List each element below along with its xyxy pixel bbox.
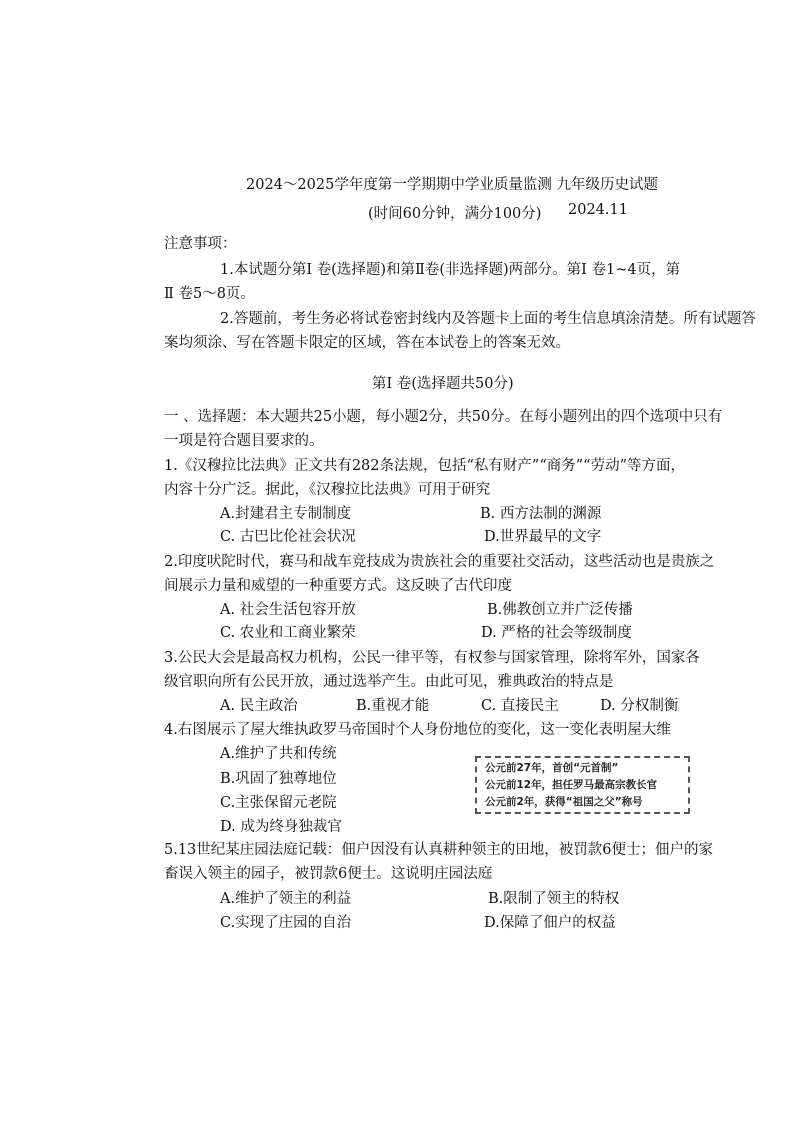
question-5-stem: 5.13世纪某庄园法庭记载：佃户因没有认真耕种领主的田地，被罚款6便士；佃户的家	[164, 842, 714, 858]
notice-item-1: 1.本试题分第Ⅰ 卷(选择题)和第Ⅱ卷(非选择题)两部分。第Ⅰ 卷1~4页，第	[220, 262, 681, 278]
question-2-option-b: B.佛教创立并广泛传播	[487, 602, 633, 618]
question-5-option-b: B.限制了领主的特权	[488, 891, 620, 907]
question-1-option-b: B. 西方法制的渊源	[480, 506, 602, 522]
question-2-stem-cont: 间展示力量和威望的一种重要方式。这反映了古代印度	[164, 578, 512, 594]
question-2-option-a: A. 社会生活包容开放	[220, 602, 356, 618]
question-2-option-c: C. 农业和工商业繁荣	[220, 625, 356, 641]
question-3-stem-cont: 级官职向所有公民开放，通过选举产生。由此可见，雅典政治的特点是	[164, 674, 614, 690]
question-1-option-c: C. 古巴比伦社会状况	[220, 529, 356, 545]
question-1-option-a: A.封建君主专制制度	[220, 506, 352, 522]
figure-line-2: 公元前12年，担任罗马最高宗教长官	[485, 779, 658, 791]
question-4-option-a: A.维护了共和传统	[220, 746, 337, 762]
question-5-stem-cont: 畜误入领主的园子，被罚款6便士。这说明庄园法庭	[164, 866, 493, 882]
exam-date: 2024.11	[568, 202, 628, 218]
question-4-option-b: B.巩固了独尊地位	[220, 771, 337, 787]
question-2-stem: 2.印度吠陀时代，赛马和战车竞技成为贵族社会的重要社交活动，这些活动也是贵族之	[164, 554, 715, 570]
figure-line-3: 公元前2年，获得“祖国之父”称号	[485, 796, 643, 808]
section-title: 第Ⅰ 卷(选择题共50分)	[372, 376, 514, 392]
section-intro: 一 、选择题：本大题共25小题，每小题2分，共50分。在每小题列出的四个选项中只有	[164, 409, 723, 425]
question-5-option-c: C.实现了庄园的自治	[220, 915, 352, 931]
notice-item-2: 2.答题前，考生务必将试卷密封线内及答题卡上面的考生信息填涂清楚。所有试题答	[220, 311, 756, 327]
notice-item-2-cont: 案均须涂、写在答题卡限定的区域，答在本试卷上的答案无效。	[164, 335, 570, 351]
question-4-figure	[475, 756, 690, 814]
figure-line-1: 公元前27年，首创“元首制”	[485, 762, 619, 774]
question-3-option-a: A. 民主政治	[220, 698, 298, 714]
question-1-stem: 1.《汉穆拉比法典》正文共有282条法规，包括“私有财产”“商务”“劳动”等方面，	[164, 458, 685, 474]
question-3-option-d: D. 分权制衡	[600, 698, 679, 714]
question-3-stem: 3.公民大会是最高权力机构，公民一律平等，有权参与国家管理，除将军外，国家各	[164, 650, 700, 666]
section-intro-cont: 一项是符合题目要求的。	[164, 433, 324, 449]
notice-heading: 注意事项：	[164, 236, 237, 252]
question-5-option-a: A.维护了领主的利益	[220, 891, 352, 907]
question-1-option-d: D.世界最早的文字	[484, 529, 602, 545]
question-2-option-d: D. 严格的社会等级制度	[481, 625, 632, 641]
question-5-option-d: D.保障了佃户的权益	[484, 915, 616, 931]
question-3-option-c: C. 直接民主	[481, 698, 559, 714]
time-note: (时间60分钟，满分100分)	[368, 206, 542, 222]
question-4-option-c: C.主张保留元老院	[220, 795, 337, 811]
question-4-option-d: D. 成为终身独裁官	[220, 819, 342, 835]
question-3-option-b: B.重视才能	[356, 698, 430, 714]
question-4-stem: 4.右图展示了屋大维执政罗马帝国时个人身份地位的变化，这一变化表明屋大维	[164, 722, 671, 738]
notice-item-1-cont: Ⅱ 卷5～8页。	[164, 286, 255, 302]
page-title: 2024～2025学年度第一学期期中学业质量监测 九年级历史试题	[246, 177, 658, 193]
question-1-stem-cont: 内容十分广泛。据此，《汉穆拉比法典》可用于研究	[164, 482, 491, 498]
